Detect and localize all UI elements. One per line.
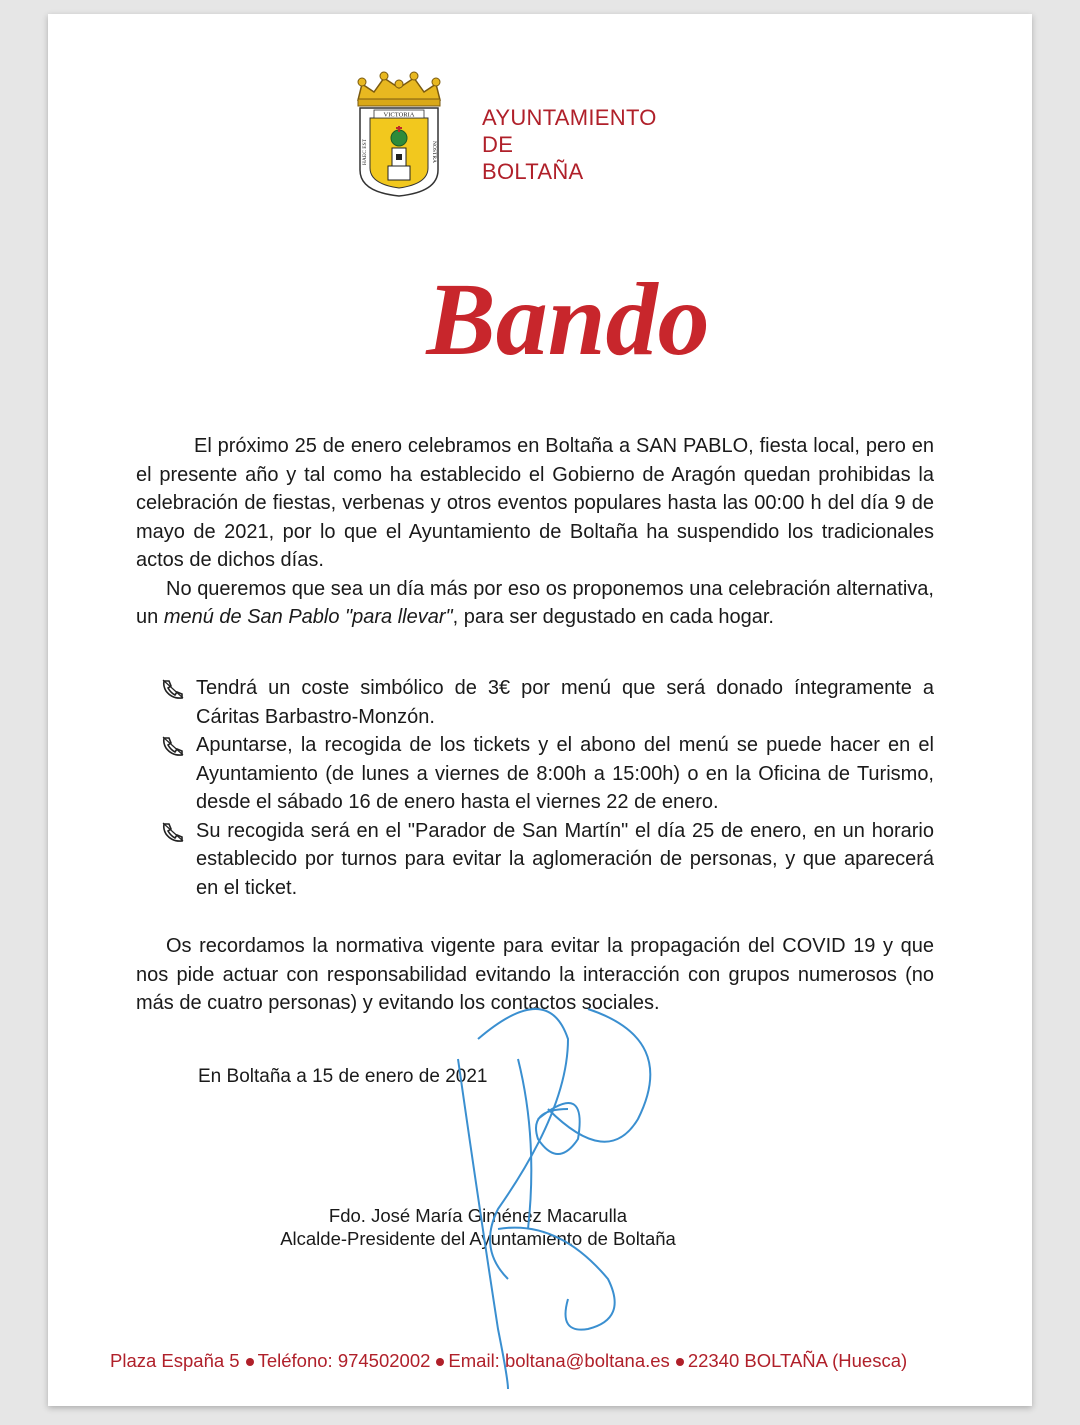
phone-bullet-icon [160, 735, 186, 757]
bullet-item [160, 731, 934, 817]
crest-logo [344, 70, 454, 200]
organization-name [482, 104, 657, 185]
paragraph-2-end: , para ser degustado en cada hogar. [452, 606, 774, 628]
body-text [136, 432, 934, 632]
closing-paragraph [136, 932, 934, 1018]
closing-text: Os recordamos la normativa vigente para evitar la propagación del COVID 19 y que nos pide actuar con responsabilidad evitando la interacción con grupos numerosos (no más de cuatro personas) y evitando los contactos sociales. [136, 935, 934, 1014]
signatory-name: Fdo. José María Giménez Macarulla [328, 1205, 628, 1226]
org-line-3: BOLTAÑA [482, 159, 584, 184]
footer-separator-dot [246, 1358, 254, 1366]
paragraph-2-italic: menú de San Pablo "para llevar" [163, 606, 453, 628]
bullet-text: Tendrá un coste simbólico de 3€ por menú que será donado íntegramente a Cáritas Barbastro-Monzón. [196, 677, 934, 728]
handwritten-signature [438, 999, 698, 1399]
bullet-item [160, 817, 934, 903]
bullet-text: Apuntarse, la recogida de los tickets y el abono del menú se puede hacer en el Ayuntamiento (de lunes a viernes de 8:00h a 15:00h) o en la Oficina de Turismo, desde el sábado 16 de enero hasta el viernes 22 de enero. [196, 734, 934, 813]
signatory-role: Alcalde-Presidente del Ayuntamiento de Boltaña [280, 1228, 676, 1249]
bullet-item [160, 674, 934, 731]
org-line-2: DE [482, 132, 514, 157]
svg-text:HAEC EST: HAEC EST [362, 138, 368, 166]
footer-city: 22340 BOLTAÑA (Huesca) [687, 1350, 908, 1371]
footer-contact [110, 1350, 980, 1372]
date-line: En Boltaña a 15 de enero de 2021 [198, 1066, 488, 1087]
paragraph-1: El próximo 25 de enero celebramos en Boltaña a SAN PABLO, fiesta local, pero en el presente año y tal como ha establecido el Gobierno de Aragón quedan prohibidas la celebración de fiestas, verbenas y otros eventos populares hasta las 00:00 h del día 9 de mayo de 2021, por lo que el Ayuntamiento de Boltaña ha suspendido los tradicionales actos de dichos días. [136, 435, 934, 571]
title-text: Bando [426, 262, 710, 377]
footer-email: Email: boltana@boltana.es [448, 1350, 670, 1371]
svg-text:NOSTRA: NOSTRA [431, 140, 437, 164]
paragraph-2-start: No queremos que sea un día más por eso os proponemos una celebración alternativa, un [136, 577, 934, 628]
paragraph-2 [136, 575, 934, 632]
bullet-list [160, 674, 934, 902]
org-line-1: AYUNTAMIENTO [482, 105, 657, 130]
document-page [48, 14, 1032, 1406]
phone-bullet-icon [160, 821, 186, 843]
phone-bullet-icon [160, 678, 186, 700]
svg-text:VICTORIA: VICTORIA [383, 111, 415, 119]
footer-phone: Teléfono: 974502002 [257, 1350, 431, 1371]
document-title [398, 246, 738, 406]
footer-separator-dot [676, 1358, 684, 1366]
bullet-text: Su recogida será en el "Parador de San Martín" el día 25 de enero, en un horario establecido por turnos para evitar la aglomeración de personas, y que aparecerá en el ticket. [196, 819, 934, 899]
footer-address: Plaza España 5 [110, 1350, 240, 1371]
signatory-block [228, 1204, 728, 1250]
footer-separator-dot [436, 1358, 444, 1366]
